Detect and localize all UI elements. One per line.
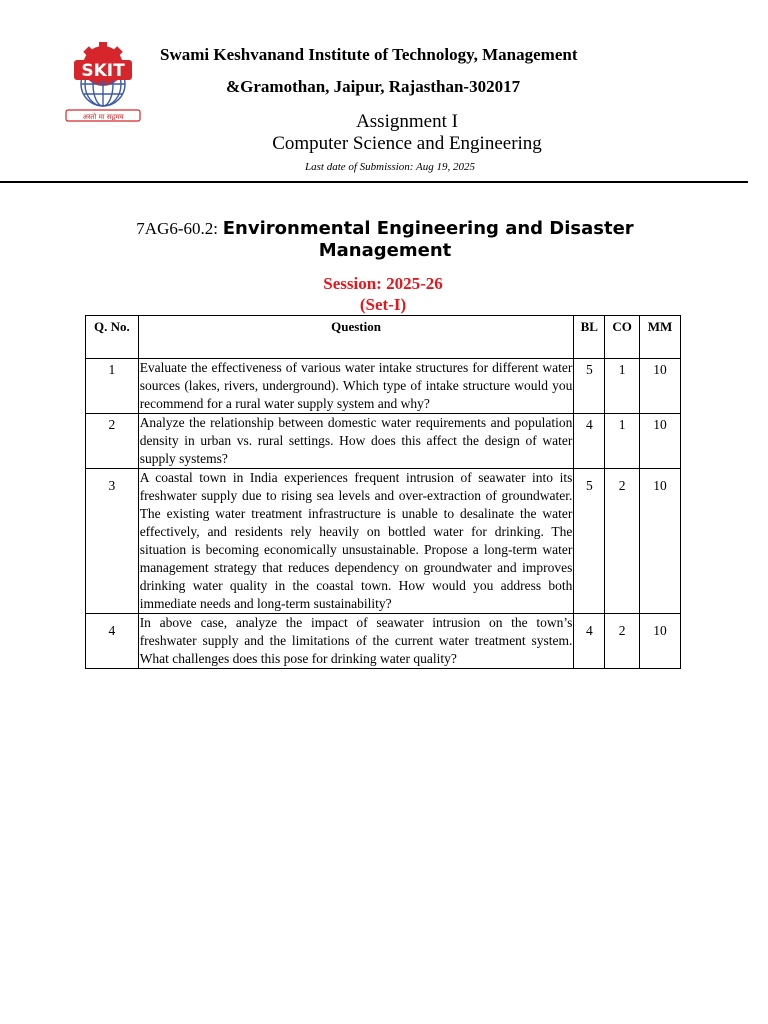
table-row	[86, 614, 681, 669]
set-label: (Set-I)	[359, 295, 407, 314]
question-number: 1	[86, 359, 139, 414]
logo-motto: अस्तो मा सद्गमय	[82, 113, 124, 121]
course-title	[100, 218, 670, 262]
course-outcome: 2	[605, 614, 640, 669]
institute-name-line2: &Gramothan, Jaipur, Rajasthan-302017	[226, 77, 521, 96]
question-text: Analyze the relationship between domestic water requirements and population density in urban vs. rural settings. How does this affect the design of water supply systems?	[138, 414, 574, 469]
question-number: 4	[86, 614, 139, 669]
question-text: Evaluate the effectiveness of various water intake structures for different water sources (lakes, rivers, underground). Which type of intake structure would you recommend for a rural water supply system and why?	[138, 359, 574, 414]
question-text: In above case, analyze the impact of seawater intrusion on the town’s freshwater supply and the limitations of the current water treatment system. What challenges does this pose for drinking water quality?	[138, 614, 574, 669]
header-question: Question	[138, 316, 574, 359]
institute-name-line1: Swami Keshvanand Institute of Technology, Management	[160, 45, 578, 64]
table-row	[86, 469, 681, 614]
header-co: CO	[605, 316, 640, 359]
question-text: A coastal town in India experiences frequent intrusion of seawater into its freshwater supply due to rising sea levels and over-extraction of groundwater. The existing water treatment infrastructure is unable to desalinate the water effectively, and residents rely heavily on bottled water for drinking. The situation is becoming economically unsustainable. Propose a long-term water management strategy that reduces dependency on groundwater and improves drinking water quality in the coastal town. How would you address both immediate needs and long-term sustainability?	[138, 469, 574, 614]
department-name: Computer Science and Engineering	[272, 133, 542, 154]
header-bl: BL	[574, 316, 605, 359]
assignment-title: Assignment I	[356, 111, 458, 132]
question-number: 3	[86, 469, 139, 614]
course-outcome: 2	[605, 469, 640, 614]
bloom-level: 5	[574, 469, 605, 614]
submission-date: Last date of Submission: Aug 19, 2025	[304, 161, 475, 173]
table-row	[86, 359, 681, 414]
max-marks: 10	[640, 614, 681, 669]
max-marks: 10	[640, 469, 681, 614]
bloom-level: 4	[574, 614, 605, 669]
header-divider	[0, 181, 748, 183]
question-number: 2	[86, 414, 139, 469]
session-label: Session: 2025-26	[323, 274, 443, 293]
course-name: Environmental Engineering and Disaster Management	[222, 218, 634, 261]
header-mm: MM	[640, 316, 681, 359]
course-outcome: 1	[605, 414, 640, 469]
bloom-level: 5	[574, 359, 605, 414]
bloom-level: 4	[574, 414, 605, 469]
max-marks: 10	[640, 414, 681, 469]
course-code: 7AG6-60.2:	[136, 219, 218, 238]
header-qno: Q. No.	[86, 316, 139, 359]
logo-text: SKIT	[81, 61, 125, 81]
max-marks: 10	[640, 359, 681, 414]
course-outcome: 1	[605, 359, 640, 414]
table-header-row	[86, 316, 681, 359]
question-table	[85, 315, 681, 669]
table-row	[86, 414, 681, 469]
